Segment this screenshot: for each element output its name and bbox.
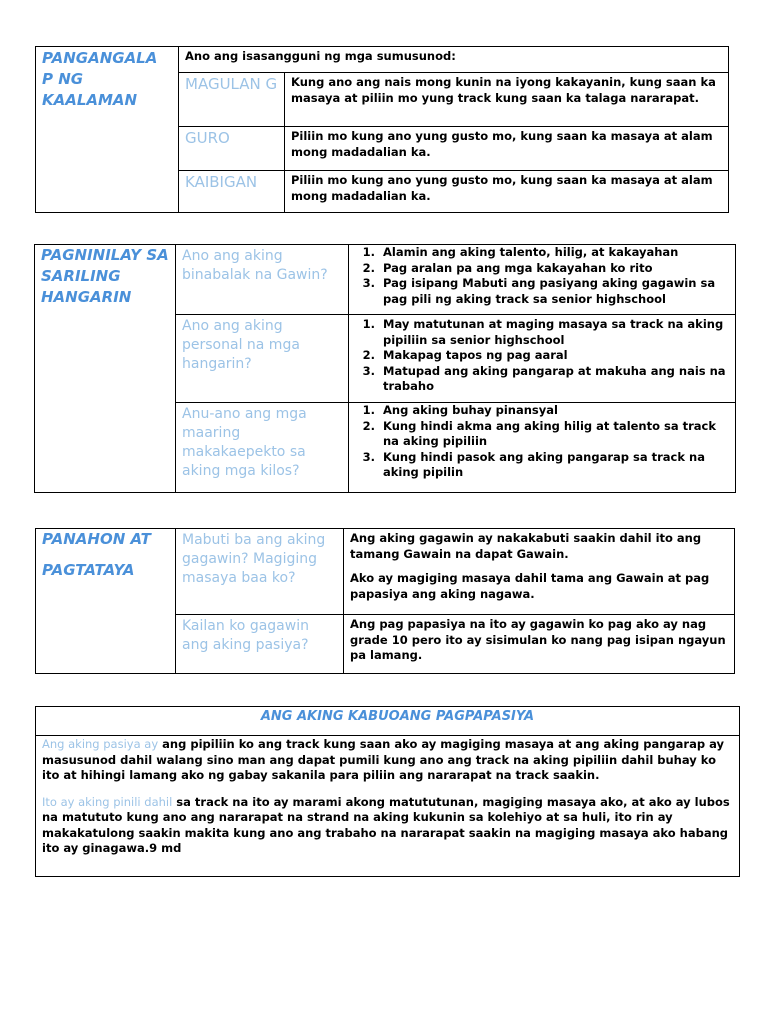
list-item: 1. Alamin ang aking talento, hilig, at kakayahan xyxy=(379,245,729,261)
question: Kailan ko gagawin ang aking pasiya? xyxy=(182,618,309,653)
paragraph-lead: Ito ay aking pinili dahil xyxy=(42,794,173,809)
pagtataya-heading-line2: PAGTATAYA xyxy=(42,561,135,579)
question: Mabuti ba ang aking gagawin? Magiging masaya baa ko? xyxy=(182,532,326,586)
table-kabuoang-pagpapasiya xyxy=(35,706,740,877)
final-title: ANG AKING KABUOANG PAGPAPASIYA xyxy=(260,709,535,724)
final-body-cell xyxy=(36,736,740,877)
answer-cell xyxy=(344,529,735,615)
list-item: 3. Kung hindi pasok ang aking pangarap sa track na aking pipilin xyxy=(379,450,729,481)
list-item: 3. Pag isipang Mabuti ang pasiyang aking gagawin sa pag pili ng aking track sa senior highschool xyxy=(379,276,729,307)
answer-list xyxy=(355,317,729,395)
row-label-cell xyxy=(179,171,285,213)
list-item: 2. Makapag tapos ng pag aaral xyxy=(379,348,729,364)
question: Ano ang aking personal na mga hangarin? xyxy=(182,318,300,372)
kaalaman-heading-cell xyxy=(36,47,179,213)
pagninilay-heading: PAGNINILAY SA SARILING HANGARIN xyxy=(41,246,169,306)
row-label: KAIBIGAN xyxy=(185,173,258,191)
final-paragraph-2 xyxy=(42,795,733,857)
list-cell xyxy=(349,403,736,493)
answer-cell xyxy=(344,615,735,674)
row-text: Piliin mo kung ano yung gusto mo, kung saan ka masaya at alam mong madadalian ka. xyxy=(291,173,713,203)
paragraph-text: ang pipiliin ko ang track kung saan ako ay magiging masaya at ang aking pangarap ay masusunod dahil walang sino man ang dapat pumili kung ano ang track na aking pipiliin dahil buhay ko ito at hihingi lamang ako ng gabay sakanila para piliin ang nararapat na track saakin. xyxy=(42,737,724,782)
question: Anu-ano ang mga maaring makakaepekto sa aking mga kilos? xyxy=(182,406,307,479)
answer-paragraph: Ako ay magiging masaya dahil tama ang Gawain at pag papasiya ang aking nagawa. xyxy=(350,571,710,601)
answer-list xyxy=(355,245,729,307)
question-cell xyxy=(176,403,349,493)
row-text-cell xyxy=(285,171,729,213)
list-item: 1. Ang aking buhay pinansyal xyxy=(379,403,729,419)
row-text: Kung ano ang nais mong kunin na iyong kakayanin, kung saan ka masaya at piliin mo yung track kung saan ka talaga nararapat. xyxy=(291,75,716,105)
kaalaman-intro: Ano ang isasangguni ng mga sumusunod: xyxy=(185,49,456,63)
answer-paragraph: Ang aking gagawin ay nakakabuti saakin dahil ito ang tamang Gawain na dapat Gawain. xyxy=(350,531,702,561)
table-pagtataya xyxy=(35,528,735,674)
list-item: 2. Kung hindi akma ang aking hilig at talento sa track na aking pipiliin xyxy=(379,419,729,450)
answer-paragraph: Ang pag papasiya na ito ay gagawin ko pag ako ay nag grade 10 pero ito ay sisimulan ko nang pag isipan ngayun pa lamang. xyxy=(350,617,726,662)
pagtataya-heading-cell xyxy=(36,529,176,674)
pagtataya-heading-line1: PANAHON AT xyxy=(42,530,151,548)
row-text-cell xyxy=(285,73,729,127)
list-item: 2. Pag aralan pa ang mga kakayahan ko rito xyxy=(379,261,729,277)
question-cell xyxy=(176,615,344,674)
question-cell xyxy=(176,245,349,315)
answer-list xyxy=(355,403,729,481)
row-label: MAGULAN G xyxy=(185,75,278,93)
question-cell xyxy=(176,315,349,403)
list-cell xyxy=(349,315,736,403)
final-title-cell xyxy=(36,707,740,736)
list-cell xyxy=(349,245,736,315)
row-text-cell xyxy=(285,127,729,171)
final-paragraph-1 xyxy=(42,737,733,784)
paragraph-lead: Ang aking pasiya ay xyxy=(42,737,159,751)
row-label: GURO xyxy=(185,129,230,147)
row-text: Piliin mo kung ano yung gusto mo, kung saan ka masaya at alam mong madadalian ka. xyxy=(291,129,713,159)
table-kaalaman xyxy=(35,46,729,213)
list-item: 3. Matupad ang aking pangarap at makuha ang nais na trabaho xyxy=(379,364,729,395)
pagninilay-heading-cell xyxy=(35,245,176,493)
table-pagninilay xyxy=(34,244,736,493)
kaalaman-intro-cell xyxy=(179,47,729,73)
paragraph-text: sa track na ito ay marami akong matututunan, magiging masaya ako, at ako ay lubos na matututo kung ano ang nararapat na strand na aking kukunin sa kolehiyo at sa huli, ito rin ay makakatulong saakin makita kung ano ang trabaho na nararapat saakin na magiging masaya ako habang ito ay ginagawa.9 md xyxy=(42,794,730,855)
kaalaman-heading: PANGANGALA P NG KAALAMAN xyxy=(42,49,158,109)
question-cell xyxy=(176,529,344,615)
row-label-cell xyxy=(179,127,285,171)
row-label-cell xyxy=(179,73,285,127)
question: Ano ang aking binabalak na Gawin? xyxy=(182,248,328,283)
list-item: 1. May matutunan at maging masaya sa track na aking pipiliin sa senior highschool xyxy=(379,317,729,348)
